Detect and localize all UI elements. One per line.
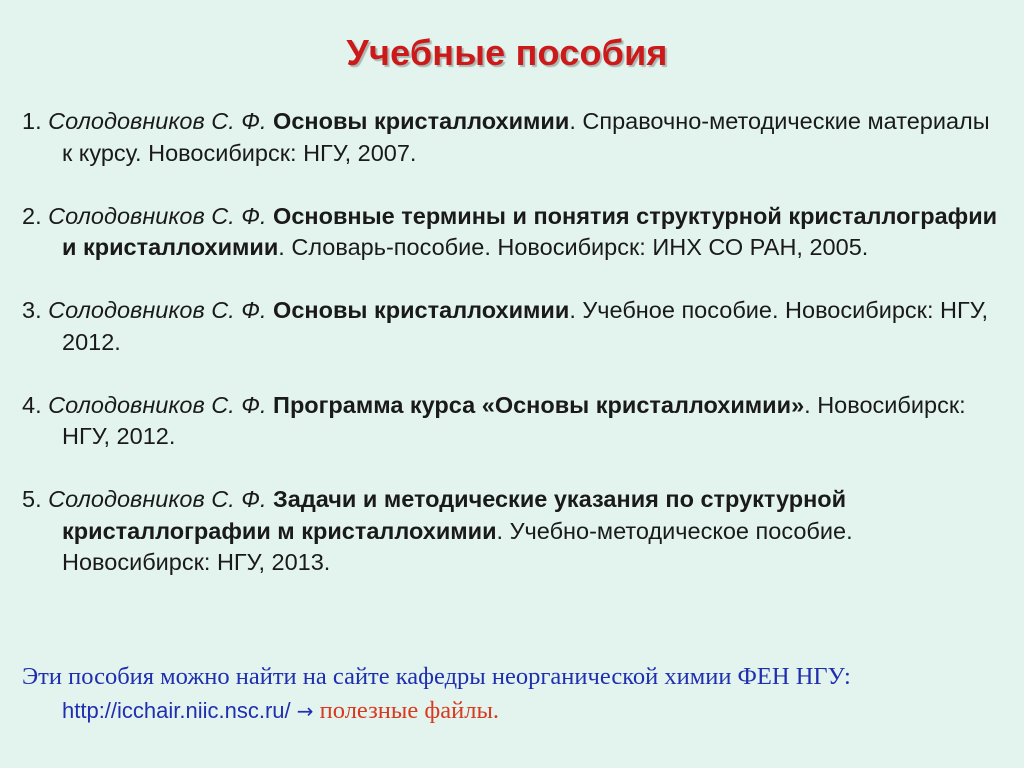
website-link[interactable]: http://icchair.niic.nsc.ru/ (62, 698, 291, 723)
slide-title: Учебные пособия (346, 32, 668, 73)
reference-book-title: Основы кристаллохимии (273, 297, 570, 323)
reference-book-title: Задачи и методические указания по структурной кристаллографии м кристаллохимии (62, 486, 847, 544)
reference-number: 5. (22, 486, 42, 512)
reference-number: 4. (22, 391, 42, 418)
availability-note (22, 660, 1024, 728)
useful-files-link[interactable]: полезные файлы. (319, 697, 500, 724)
reference-number: 2. (22, 202, 42, 229)
reference-book-title: Основные термины и понятия структурной кристаллографии и кристаллохимии (62, 202, 998, 260)
arrow-right-icon: → (296, 699, 314, 723)
reference-author: Солодовников С. Ф. (48, 486, 267, 512)
reference-details: . Учебно-методическое пособие. Новосибирск: НГУ, 2013. (62, 517, 853, 575)
availability-note-text: Эти пособия можно найти на сайте кафедры неорганической химии ФЕН НГУ: (22, 663, 851, 690)
reference-item (22, 295, 1002, 358)
reference-item (22, 201, 1002, 264)
reference-details: . Словарь-пособие. Новосибирск: ИНХ СО РАН, 2005. (278, 234, 869, 260)
reference-details: . Учебное пособие. Новосибирск: НГУ, 2012. (62, 297, 989, 355)
reference-number: 3. (22, 297, 42, 323)
reference-details: . Новосибирск: НГУ, 2012. (62, 391, 966, 449)
reference-item (22, 106, 1002, 169)
reference-list (22, 106, 1002, 610)
reference-author: Солодовников С. Ф. (48, 297, 267, 323)
reference-book-title: Основы кристаллохимии (273, 108, 570, 134)
reference-book-title: Программа курса «Основы кристаллохимии» (273, 391, 805, 418)
reference-item (22, 390, 1002, 453)
reference-author: Солодовников С. Ф. (48, 202, 267, 229)
reference-details: . Справочно-методические материалы к курсу. Новосибирск: НГУ, 2007. (62, 108, 990, 166)
reference-author: Солодовников С. Ф. (48, 108, 267, 134)
reference-author: Солодовников С. Ф. (48, 391, 267, 418)
reference-number: 1. (22, 108, 42, 134)
reference-item (22, 484, 1002, 579)
